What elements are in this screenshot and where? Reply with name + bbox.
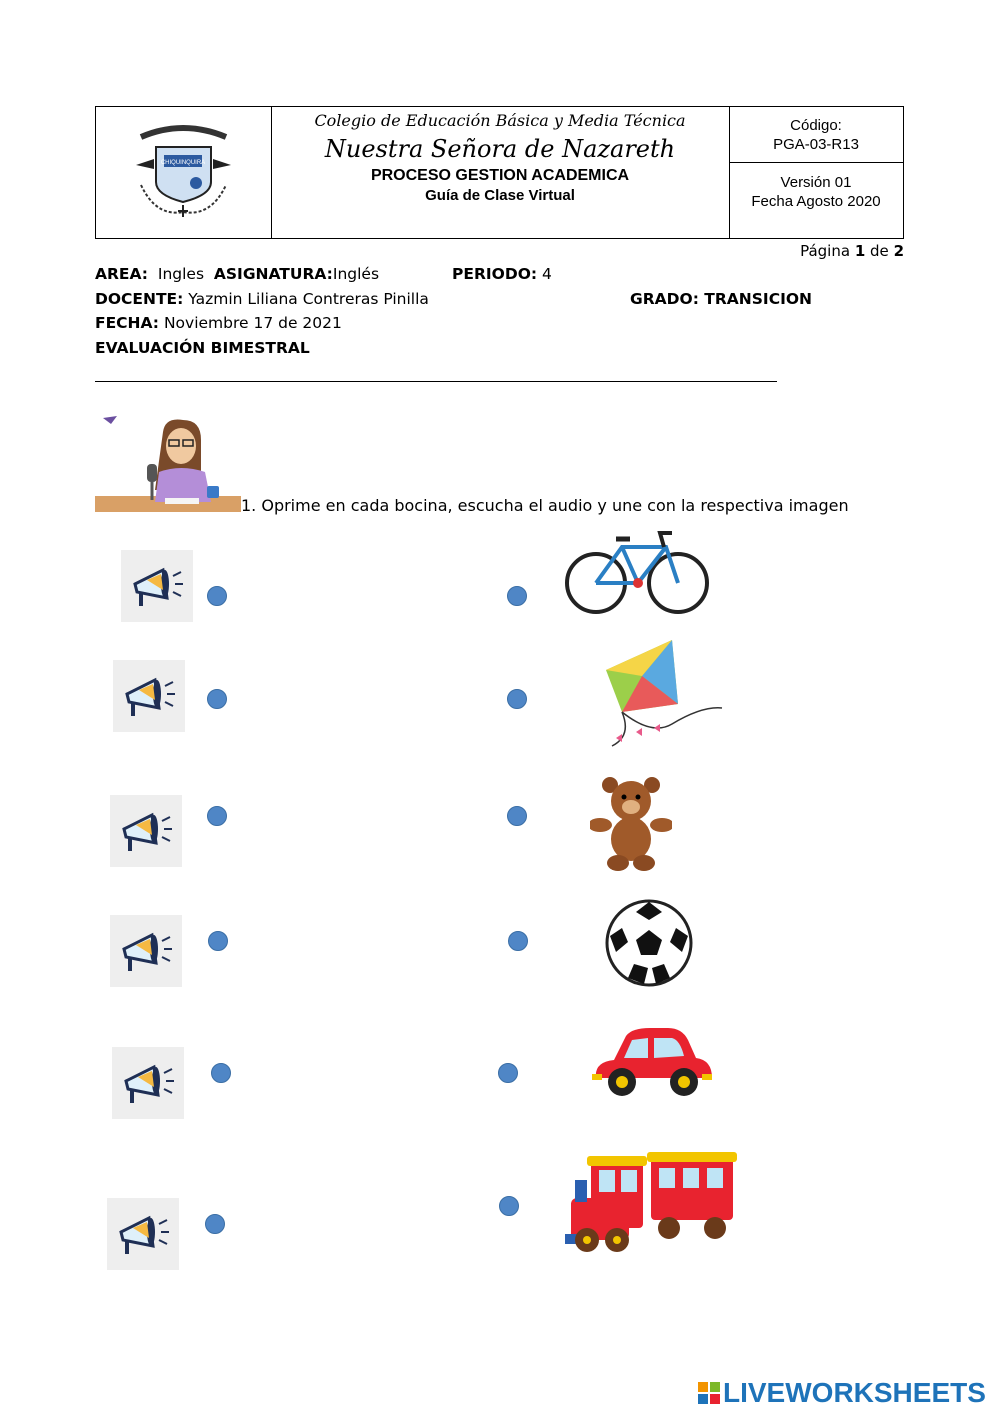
right-dot-6[interactable] [499, 1196, 519, 1216]
right-dot-1[interactable] [507, 586, 527, 606]
left-dot-3[interactable] [207, 806, 227, 826]
right-dot-2[interactable] [507, 689, 527, 709]
teddy-bear-image [590, 775, 672, 871]
grade-line: GRADO: TRANSICION [630, 290, 812, 308]
right-dot-5[interactable] [498, 1063, 518, 1083]
page-number: Página 1 de 2 [800, 242, 904, 260]
left-dot-2[interactable] [207, 689, 227, 709]
version-date: Fecha Agosto 2020 [751, 193, 881, 210]
teacher-illustration [95, 412, 245, 514]
school-name: Nuestra Señora de Nazareth [324, 135, 676, 163]
toy-train-image [565, 1150, 743, 1258]
soccer-ball-image [604, 898, 694, 988]
megaphone-icon [112, 1047, 184, 1119]
title-cell [271, 107, 730, 238]
school-line1: Colegio de Educación Básica y Media Técnica [314, 111, 686, 130]
kite-image [592, 636, 727, 756]
left-dot-6[interactable] [205, 1214, 225, 1234]
megaphone-icon [110, 795, 182, 867]
teacher-line: DOCENTE: Yazmin Liliana Contreras Pinilla [95, 290, 429, 308]
speaker-button-4[interactable] [110, 915, 182, 987]
liveworksheets-brand[interactable] [698, 1378, 986, 1408]
speaker-button-3[interactable] [110, 795, 182, 867]
guide-title: Guía de Clase Virtual [425, 187, 575, 204]
megaphone-icon [110, 915, 182, 987]
megaphone-icon [107, 1198, 179, 1270]
divider [95, 381, 777, 382]
left-dot-4[interactable] [208, 931, 228, 951]
speaker-button-2[interactable] [113, 660, 185, 732]
left-dot-5[interactable] [211, 1063, 231, 1083]
code-value: PGA-03-R13 [773, 136, 859, 153]
area-line: AREA: Ingles ASIGNATURA:Inglés [95, 265, 380, 283]
megaphone-icon [113, 660, 185, 732]
header-table [95, 106, 904, 239]
speaker-button-6[interactable] [107, 1198, 179, 1270]
liveworksheets-logo-icon [698, 1382, 720, 1404]
brand-name: LIVEWORKSHEETS [723, 1377, 986, 1408]
period-line: PERIODO: 4 [452, 265, 552, 283]
toy-car-image [590, 1026, 715, 1102]
right-dot-3[interactable] [507, 806, 527, 826]
speaker-button-1[interactable] [121, 550, 193, 622]
date-line: FECHA: Noviembre 17 de 2021 [95, 314, 342, 332]
process-title: PROCESO GESTION ACADEMICA [370, 167, 630, 184]
right-dot-4[interactable] [508, 931, 528, 951]
megaphone-icon [121, 550, 193, 622]
school-logo [96, 107, 271, 238]
code-label: Código: [790, 117, 842, 134]
version-text: Versión 01 [780, 174, 852, 191]
code-cell [729, 107, 903, 238]
speaker-button-5[interactable] [112, 1047, 184, 1119]
eval-title: EVALUACIÓN BIMESTRAL [95, 339, 310, 357]
logo-cell [96, 107, 272, 238]
left-dot-1[interactable] [207, 586, 227, 606]
instruction-text: 1. Oprime en cada bocina, escucha el audio y une con la respectiva imagen [241, 496, 849, 515]
svg-text:CHIQUINQUIRA: CHIQUINQUIRA [160, 160, 206, 166]
bicycle-image [560, 527, 715, 619]
